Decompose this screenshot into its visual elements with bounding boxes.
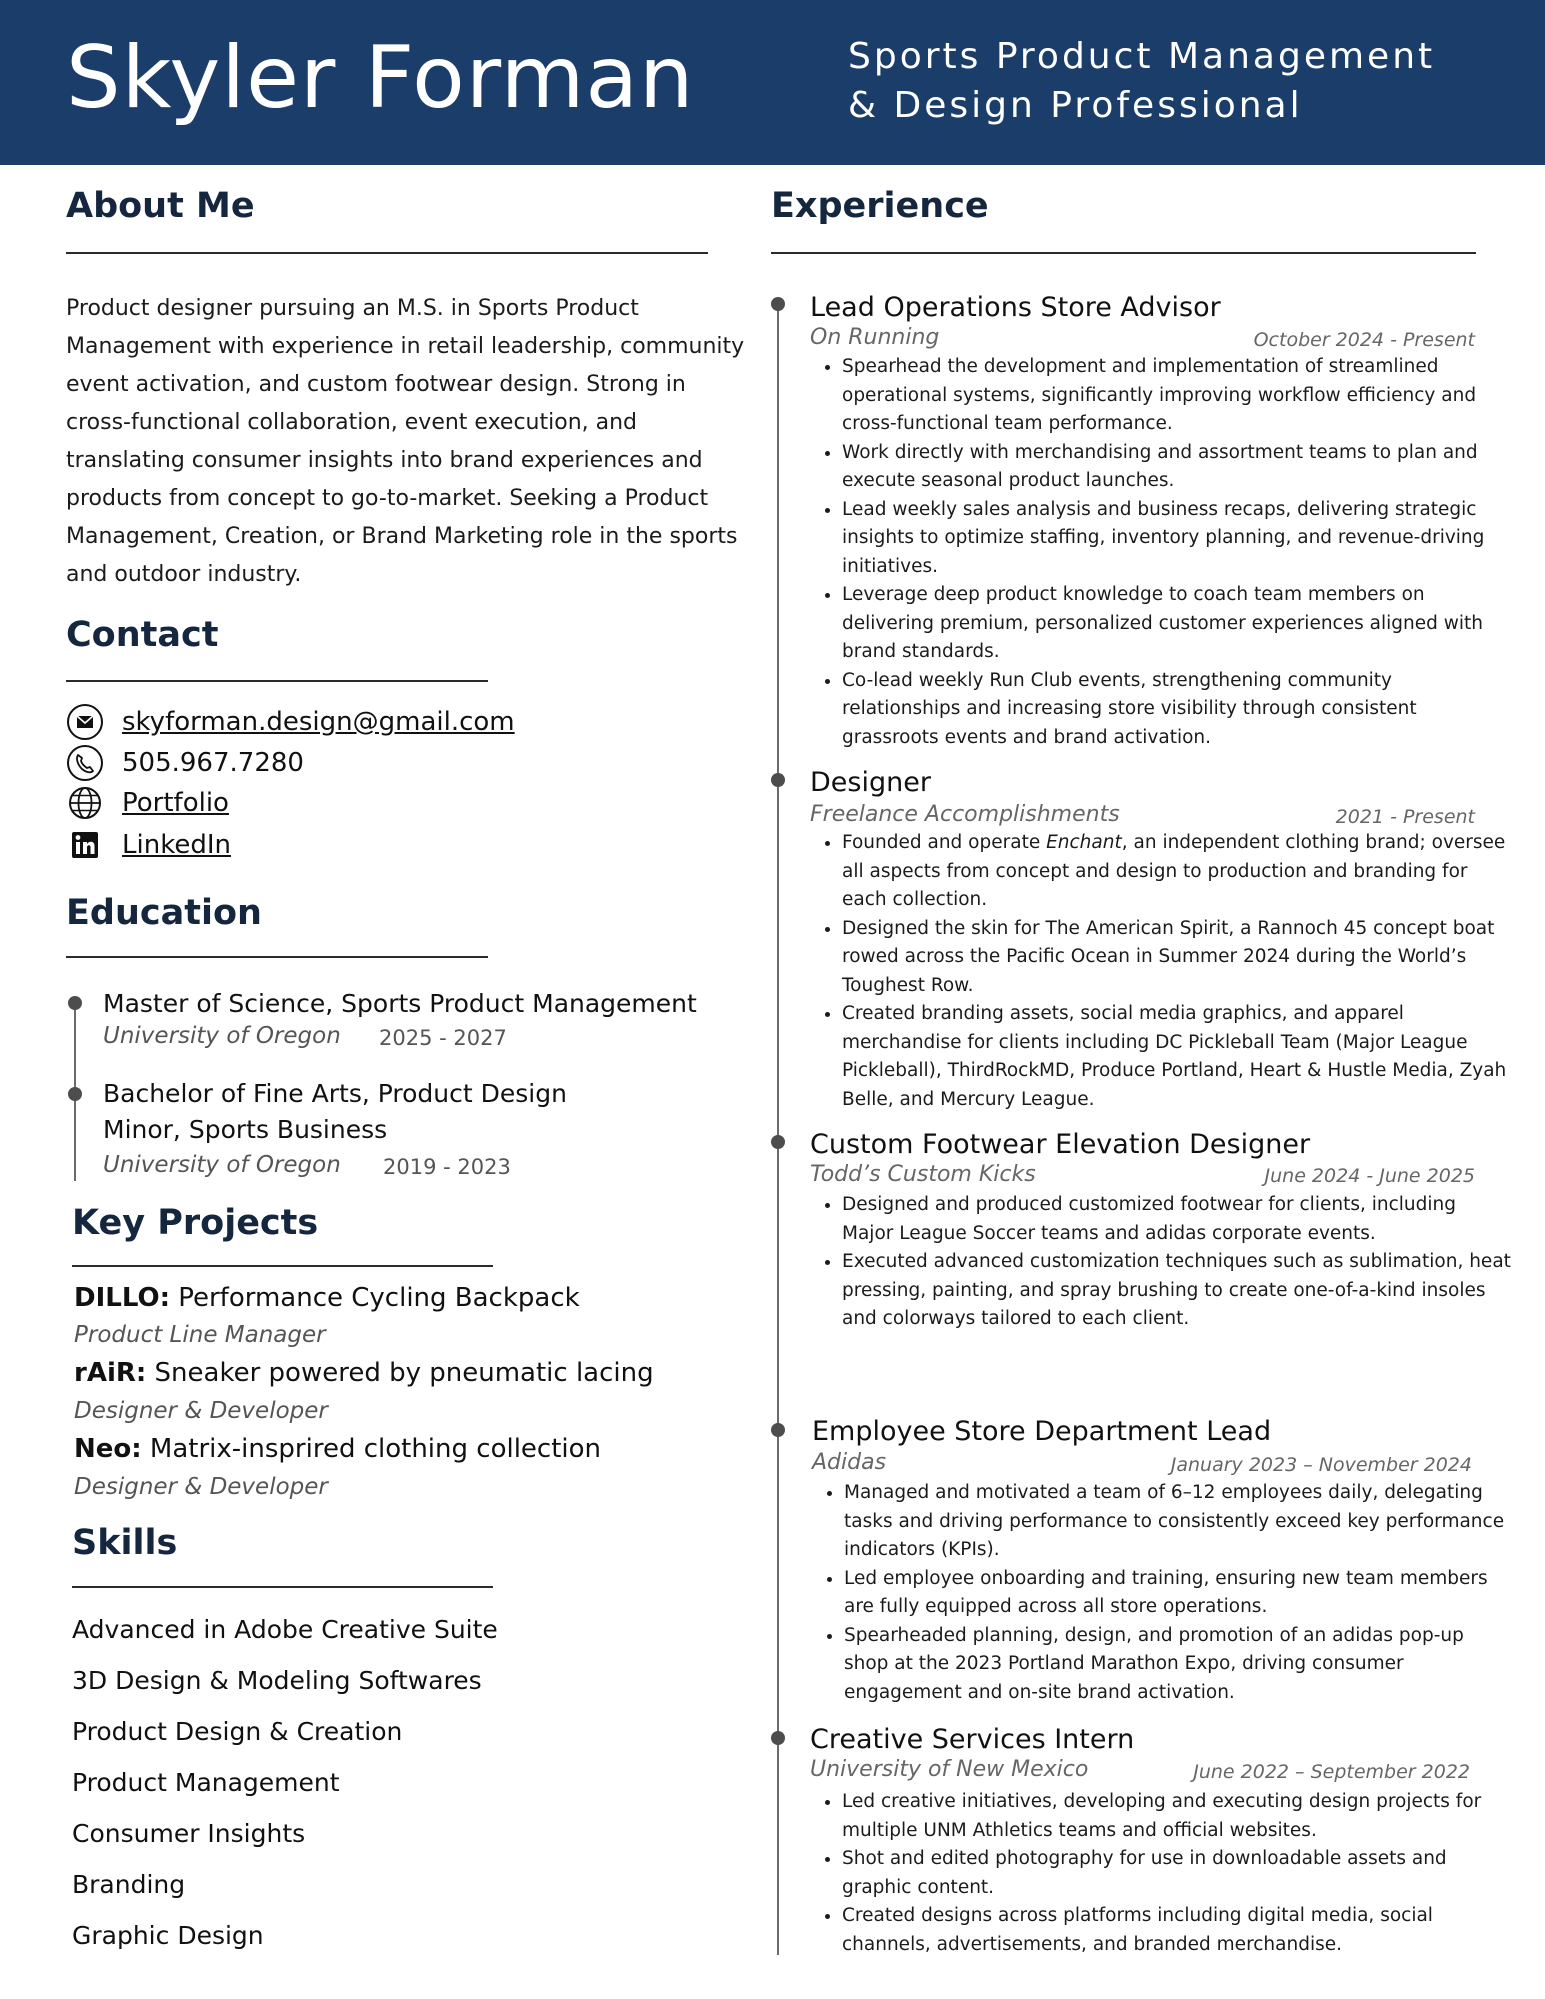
skill-item: Product Management	[72, 1768, 340, 1797]
job-bullet: • Created designs across platforms including digital media, social channels, advertisements, and branded merchandise.	[842, 1902, 1512, 1959]
skill-item: Product Design & Creation	[72, 1717, 403, 1746]
job-company: Freelance Accomplishments	[810, 802, 1120, 827]
project-title	[74, 1358, 654, 1388]
job-bullet: • Co-lead weekly Run Club events, strengthening community relationships and increasing store visibility through consistent grassroots events and brand activation.	[842, 667, 1512, 753]
job-bullets	[810, 353, 1512, 752]
job-bullet: • Created branding assets, social media graphics, and apparel merchandise for clients including DC Pickleball Team (Major League Pickleball), ThirdRockMD, Produce Portland, Heart & Hustle Media, Zyah Belle, and Mercury League.	[842, 1000, 1512, 1114]
education-degree: Bachelor of Fine Arts, Product Design	[103, 1079, 567, 1108]
project-role: Designer & Developer	[74, 1398, 328, 1424]
experience-dot	[771, 297, 785, 311]
skill-item: Advanced in Adobe Creative Suite	[72, 1615, 498, 1644]
education-years: 2025 - 2027	[379, 1026, 507, 1050]
job-bullets	[810, 829, 1512, 1114]
contact-divider	[66, 680, 488, 682]
job-dates: October 2024 - Present	[1253, 329, 1475, 351]
education-divider	[66, 956, 488, 958]
education-title: Education	[66, 893, 262, 933]
project-name: Neo:	[74, 1434, 142, 1464]
job-bullet: • Spearhead the development and implementation of streamlined operational systems, significantly improving workflow efficiency and cross-functional team performance.	[842, 353, 1512, 439]
linkedin-icon	[66, 826, 104, 864]
project-role: Designer & Developer	[74, 1474, 328, 1500]
project-desc: Performance Cycling Backpack	[178, 1283, 580, 1313]
skill-item: 3D Design & Modeling Softwares	[72, 1666, 482, 1695]
candidate-tagline	[848, 32, 1435, 130]
globe-icon	[66, 784, 104, 822]
job-company: On Running	[810, 325, 940, 350]
skill-item: Graphic Design	[72, 1921, 264, 1950]
job-bullet-text: , an independent clothing brand; oversee all aspects from concept and design to production and branding for each collection.	[842, 832, 1506, 910]
job-dates: June 2022 – September 2022	[1193, 1761, 1470, 1783]
contact-title: Contact	[66, 615, 219, 655]
header-banner	[0, 0, 1545, 165]
tagline-line-2: & Design Professional	[848, 85, 1303, 126]
contact-phone-row	[66, 743, 304, 783]
portfolio-link[interactable]: Portfolio	[122, 788, 229, 818]
skill-item: Consumer Insights	[72, 1819, 306, 1848]
phone-icon	[66, 744, 104, 782]
education-school: University of Oregon	[103, 1023, 341, 1049]
job-bullet-text: Founded and operate	[842, 832, 1047, 853]
project-name: rAiR:	[74, 1358, 147, 1388]
education-years: 2019 - 2023	[383, 1155, 511, 1179]
job-dates: June 2024 - June 2025	[1264, 1165, 1475, 1187]
job-bullet: • Led employee onboarding and training, ensuring new team members are fully equipped across all store operations.	[844, 1565, 1514, 1622]
job-company: University of New Mexico	[810, 1757, 1089, 1782]
experience-dot	[771, 773, 785, 787]
education-degree-minor: Minor, Sports Business	[103, 1115, 388, 1144]
contact-linkedin-row[interactable]	[66, 825, 231, 865]
job-bullet: • Executed advanced customization techniques such as sublimation, heat pressing, painting, and spray brushing to create one-of-a-kind insoles and colorways tailored to each client.	[842, 1248, 1512, 1334]
project-title	[74, 1434, 601, 1464]
experience-timeline	[777, 300, 779, 1955]
job-company: Adidas	[812, 1450, 887, 1475]
project-desc: Matrix-insprired clothing collection	[149, 1434, 602, 1464]
job-bullet: • Managed and motivated a team of 6–12 employees daily, delegating tasks and driving performance to consistently exceed key performance indicators (KPIs).	[844, 1479, 1514, 1565]
education-degree: Master of Science, Sports Product Management	[103, 989, 697, 1018]
job-title: Employee Store Department Lead	[812, 1416, 1272, 1447]
email-icon	[66, 703, 104, 741]
experience-dot	[771, 1731, 785, 1745]
job-bullet: • Led creative initiatives, developing and executing design projects for multiple UNM Athletics teams and official websites.	[842, 1788, 1512, 1845]
education-school: University of Oregon	[103, 1152, 341, 1178]
skill-item: Branding	[72, 1870, 186, 1899]
education-dot	[68, 996, 82, 1010]
project-role: Product Line Manager	[74, 1322, 326, 1348]
job-bullet: • Spearheaded planning, design, and promotion of an adidas pop-up shop at the 2023 Portland Marathon Expo, driving consumer engagement and on-site brand activation.	[844, 1622, 1514, 1708]
skills-divider	[72, 1586, 493, 1588]
about-divider	[66, 252, 708, 254]
projects-title: Key Projects	[72, 1203, 319, 1243]
tagline-line-1: Sports Product Management	[848, 36, 1436, 77]
experience-dot	[771, 1135, 785, 1149]
project-desc: Sneaker powered by pneumatic lacing	[154, 1358, 654, 1388]
about-text: Product designer pursuing an M.S. in Sports Product Management with experience in retail leadership, community event activation, and custom footwear design. Strong in cross-functional collaboration, event execution, and translating consumer insights into brand experiences and products from concept to go-to-market. Seeking a Product Management, Creation, or Brand Marketing role in the sports and outdoor industry.	[66, 296, 745, 587]
experience-divider	[771, 252, 1476, 254]
project-name: DILLO:	[74, 1283, 170, 1313]
contact-email-row[interactable]	[66, 702, 515, 742]
experience-title: Experience	[771, 186, 989, 226]
job-bullet: • Leverage deep product knowledge to coach team members on delivering premium, personalized customer experiences aligned with brand standards.	[842, 581, 1512, 667]
email-link[interactable]: skyforman.design@gmail.com	[122, 707, 515, 737]
job-bullet: • Lead weekly sales analysis and business recaps, delivering strategic insights to optimize staffing, inventory planning, and revenue-driving initiatives.	[842, 496, 1512, 582]
job-bullet: • Designed the skin for The American Spirit, a Rannoch 45 concept boat rowed across the Pacific Ocean in Summer 2024 during the World’s Toughest Row.	[842, 915, 1512, 1001]
job-bullets	[812, 1479, 1514, 1707]
phone-number: 505.967.7280	[122, 748, 304, 778]
contact-portfolio-row[interactable]	[66, 783, 229, 823]
job-bullets	[810, 1788, 1512, 1959]
job-bullet: • Designed and produced customized footwear for clients, including Major League Soccer teams and adidas corporate events.	[842, 1191, 1512, 1248]
job-company: Todd’s Custom Kicks	[810, 1162, 1036, 1187]
brand-name: Enchant	[1046, 832, 1122, 853]
projects-divider	[72, 1265, 493, 1267]
education-dot	[68, 1087, 82, 1101]
project-title	[74, 1283, 580, 1313]
candidate-name: Skyler Forman	[66, 28, 695, 128]
job-title: Custom Footwear Elevation Designer	[810, 1129, 1311, 1160]
job-bullet	[842, 829, 1512, 915]
about-title: About Me	[66, 186, 255, 226]
job-title: Creative Services Intern	[810, 1724, 1135, 1755]
job-dates: 2021 - Present	[1335, 806, 1475, 828]
experience-dot	[771, 1423, 785, 1437]
linkedin-link[interactable]: LinkedIn	[122, 830, 231, 860]
job-dates: January 2023 – November 2024	[1170, 1454, 1472, 1476]
skills-title: Skills	[72, 1523, 178, 1563]
job-bullet: • Shot and edited photography for use in downloadable assets and graphic content.	[842, 1845, 1512, 1902]
job-title: Designer	[810, 767, 931, 798]
job-title: Lead Operations Store Advisor	[810, 292, 1221, 323]
job-bullet: • Work directly with merchandising and assortment teams to plan and execute seasonal product launches.	[842, 439, 1512, 496]
job-bullets	[810, 1191, 1512, 1334]
